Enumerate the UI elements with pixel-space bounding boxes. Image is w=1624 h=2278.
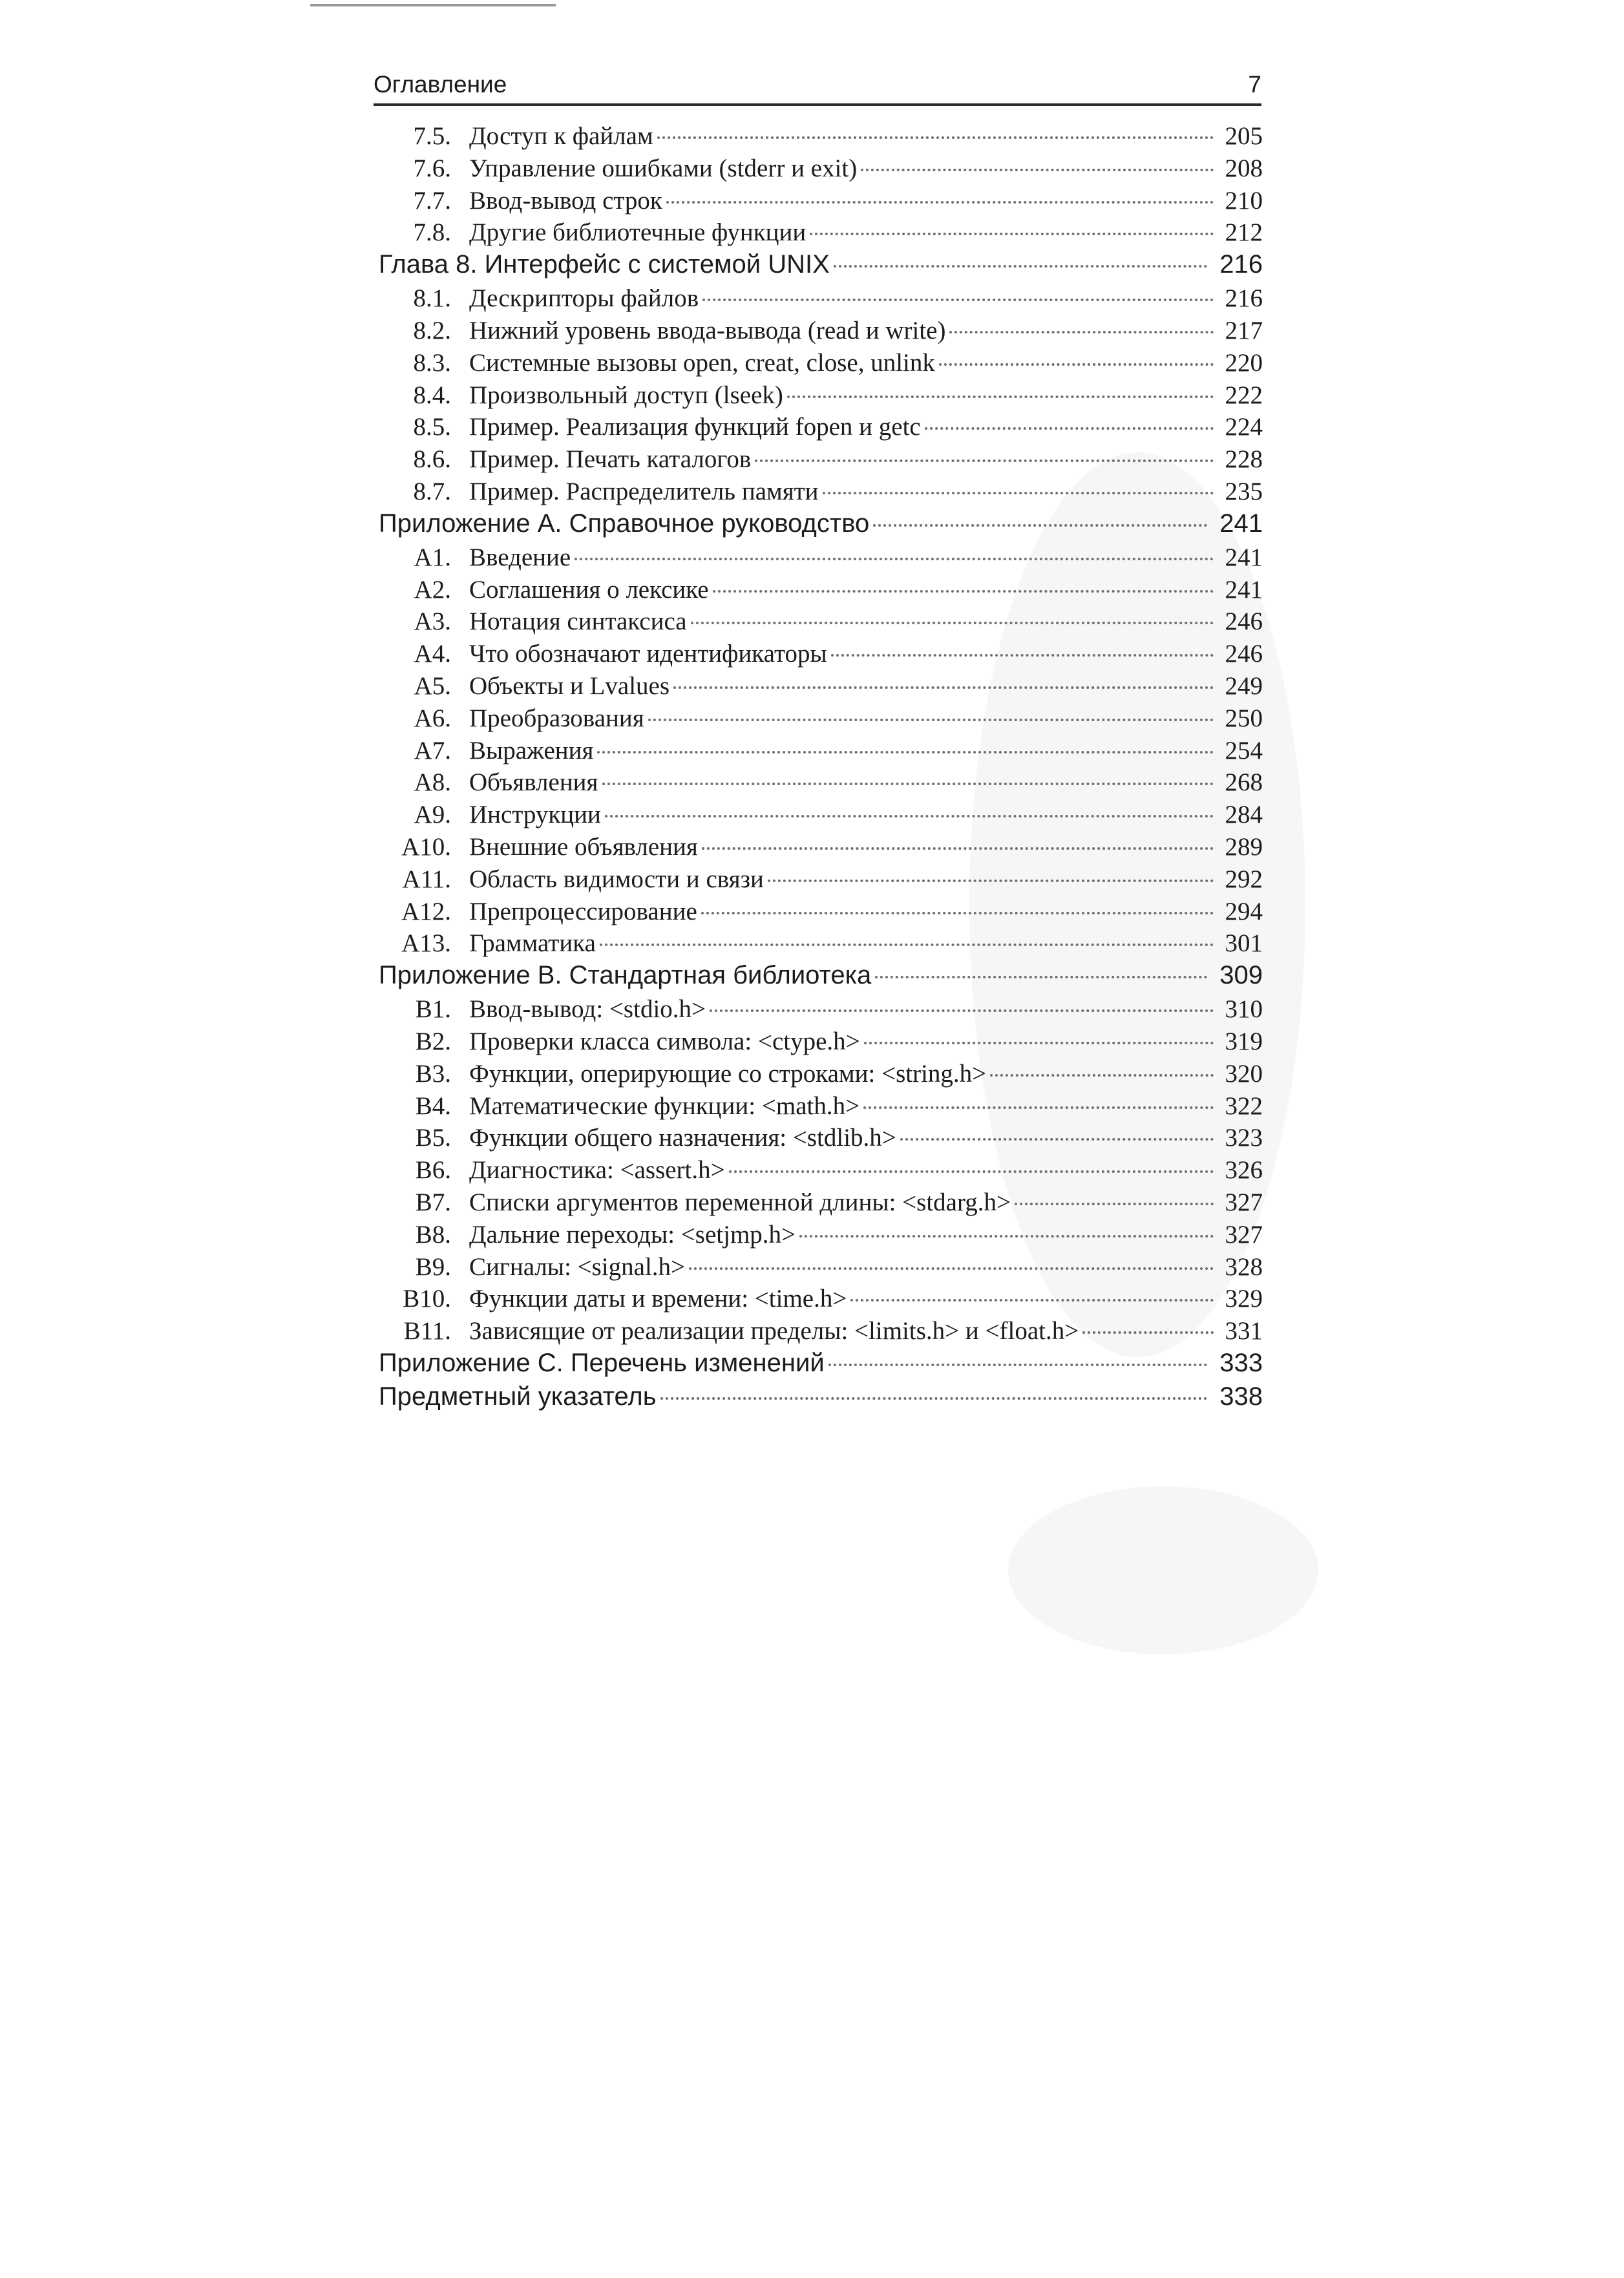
dot-leader bbox=[949, 331, 1214, 333]
dot-leader bbox=[597, 751, 1214, 754]
toc-section-row bbox=[374, 995, 1265, 1027]
dot-leader bbox=[925, 427, 1214, 430]
toc-page-number: 333 bbox=[1219, 1348, 1263, 1377]
toc-entry-title: Нижний уровень ввода-вывода (read и write) bbox=[469, 316, 946, 344]
dot-leader bbox=[713, 590, 1214, 593]
toc-page-number: 212 bbox=[1225, 218, 1263, 247]
dot-leader bbox=[1015, 1203, 1214, 1205]
toc-entry-title: Область видимости и связи bbox=[469, 865, 764, 893]
toc-page-number: 329 bbox=[1225, 1285, 1263, 1313]
toc-entry-number: В3. bbox=[415, 1059, 451, 1088]
dot-leader bbox=[990, 1074, 1214, 1077]
toc-entry-number: 8.6. bbox=[413, 445, 451, 474]
dot-leader bbox=[755, 459, 1214, 462]
toc-entry-title: Грамматика bbox=[469, 929, 596, 958]
toc-page-number: 216 bbox=[1219, 250, 1263, 279]
dot-leader bbox=[861, 169, 1214, 171]
toc-page-number: 235 bbox=[1225, 477, 1263, 505]
dot-leader bbox=[864, 1042, 1214, 1044]
dot-leader bbox=[666, 201, 1214, 204]
toc-entry-number: 8.5. bbox=[413, 413, 451, 441]
toc-entry-number: А3. bbox=[414, 607, 451, 636]
toc-entry-title: Математические функции: <math.h> bbox=[469, 1092, 860, 1120]
dot-leader bbox=[575, 558, 1214, 560]
dot-leader bbox=[660, 1397, 1207, 1400]
dot-leader bbox=[600, 944, 1214, 946]
toc-section-row bbox=[374, 186, 1265, 218]
toc-section-row bbox=[374, 1252, 1265, 1285]
toc-section-row bbox=[374, 477, 1265, 509]
toc-section-row bbox=[374, 445, 1265, 477]
toc-entry-title: Введение bbox=[469, 543, 571, 571]
toc-entry-number: В10. bbox=[403, 1285, 451, 1313]
toc-page-number: 301 bbox=[1225, 929, 1263, 958]
toc-entry-title: Дескрипторы файлов bbox=[469, 284, 699, 313]
toc-section-row bbox=[374, 1284, 1265, 1316]
dot-leader bbox=[900, 1138, 1214, 1141]
toc-entry-title: Нотация синтаксиса bbox=[469, 607, 687, 636]
dot-leader bbox=[799, 1235, 1214, 1238]
toc-entry-number: 8.2. bbox=[413, 316, 451, 344]
toc-entry-number: В11. bbox=[403, 1317, 451, 1345]
toc-entry-title: Произвольный доступ (lseek) bbox=[469, 381, 783, 409]
toc-entry-title: Пример. Реализация функций fopen и getc bbox=[469, 413, 921, 441]
dot-leader bbox=[834, 265, 1207, 268]
toc-page-number: 220 bbox=[1225, 348, 1263, 377]
dot-leader bbox=[602, 783, 1214, 785]
dot-leader bbox=[657, 136, 1214, 139]
toc-entry-title: Глава 8. Интерфейс с системой UNIX bbox=[379, 250, 830, 279]
toc-page-number: 292 bbox=[1225, 865, 1263, 893]
toc-page-number: 294 bbox=[1225, 897, 1263, 925]
toc-entry-title: Объекты и Lvalues bbox=[469, 671, 670, 700]
toc-entry-number: В2. bbox=[415, 1027, 451, 1055]
running-header bbox=[374, 67, 1261, 106]
dot-leader bbox=[702, 847, 1214, 850]
toc-page-number: 327 bbox=[1225, 1220, 1263, 1249]
dot-leader bbox=[701, 912, 1214, 914]
toc-entry-title: Соглашения о лексике bbox=[469, 575, 709, 604]
toc-section-row bbox=[374, 121, 1265, 154]
toc-page-number: 338 bbox=[1219, 1382, 1263, 1411]
toc-section-row bbox=[374, 639, 1265, 671]
toc-section-row bbox=[374, 1123, 1265, 1155]
toc-entry-title: Препроцессирование bbox=[469, 897, 697, 925]
dot-leader bbox=[831, 654, 1214, 657]
toc-page-number: 216 bbox=[1225, 284, 1263, 313]
toc-section-row bbox=[374, 1155, 1265, 1188]
toc-page-number: 241 bbox=[1225, 575, 1263, 604]
toc-entry-title: Что обозначают идентификаторы bbox=[469, 640, 827, 668]
toc-section-row bbox=[374, 412, 1265, 445]
dot-leader bbox=[689, 1267, 1214, 1270]
toc-entry-number: А13. bbox=[401, 929, 451, 958]
toc-section-row bbox=[374, 736, 1265, 768]
toc-entry-number: А9. bbox=[414, 801, 451, 829]
toc-entry-number: В4. bbox=[415, 1092, 451, 1120]
dot-leader bbox=[1082, 1331, 1214, 1334]
toc-entry-number: 7.8. bbox=[413, 218, 451, 247]
toc-entry-title: Управление ошибками (stderr и exit) bbox=[469, 154, 858, 182]
toc-page-number: 222 bbox=[1225, 381, 1263, 409]
dot-leader bbox=[823, 492, 1214, 494]
toc-page-number: 326 bbox=[1225, 1156, 1263, 1185]
toc-entry-number: В1. bbox=[415, 995, 451, 1024]
toc-entry-title: Дальние переходы: <setjmp.h> bbox=[469, 1220, 796, 1249]
dot-leader bbox=[673, 686, 1214, 689]
toc-page-number: 208 bbox=[1225, 154, 1263, 182]
toc-entry-number: 7.6. bbox=[413, 154, 451, 182]
toc-section-row bbox=[374, 800, 1265, 832]
toc-entry-title: Объявления bbox=[469, 768, 598, 797]
bleed-through-smudge bbox=[1008, 1486, 1318, 1654]
toc-entry-number: В8. bbox=[415, 1220, 451, 1249]
dot-leader bbox=[702, 299, 1214, 301]
toc-page-number: 205 bbox=[1225, 122, 1263, 150]
toc-entry-title: Ввод-вывод: <stdio.h> bbox=[469, 995, 706, 1024]
toc-page-number: 224 bbox=[1225, 413, 1263, 441]
toc-page-number: 250 bbox=[1225, 704, 1263, 732]
toc-page-number: 241 bbox=[1219, 509, 1263, 538]
toc-section-row bbox=[374, 154, 1265, 186]
toc-entry-title: Приложение С. Перечень изменений bbox=[379, 1348, 825, 1377]
dot-leader bbox=[691, 622, 1214, 624]
toc-page-number: 289 bbox=[1225, 832, 1263, 861]
header-page-number: 7 bbox=[1248, 71, 1261, 98]
toc-entry-number: 8.4. bbox=[413, 381, 451, 409]
toc-entry-title: Функции даты и времени: <time.h> bbox=[469, 1285, 847, 1313]
dot-leader bbox=[787, 395, 1214, 398]
toc-entry-title: Преобразования bbox=[469, 704, 644, 732]
toc-section-row bbox=[374, 543, 1265, 575]
toc-entry-title: Сигналы: <signal.h> bbox=[469, 1252, 686, 1281]
toc-section-row bbox=[374, 1027, 1265, 1059]
dot-leader bbox=[863, 1106, 1214, 1109]
dot-leader bbox=[875, 976, 1207, 978]
toc-entry-title: Функции, оперирующие со строками: <string.h> bbox=[469, 1059, 987, 1088]
header-title: Оглавление bbox=[374, 71, 507, 98]
toc-section-row bbox=[374, 671, 1265, 704]
toc-section-row bbox=[374, 381, 1265, 413]
toc-entry-number: А4. bbox=[414, 640, 451, 668]
toc-entry-title: Инструкции bbox=[469, 801, 601, 829]
toc-entry-number: А10. bbox=[401, 832, 451, 861]
toc-entry-number: В7. bbox=[415, 1188, 451, 1216]
toc-page-number: 210 bbox=[1225, 186, 1263, 215]
toc-page-number: 319 bbox=[1225, 1027, 1263, 1055]
toc-chapter-row bbox=[374, 1382, 1265, 1416]
toc-section-row bbox=[374, 929, 1265, 961]
toc-entry-number: А6. bbox=[414, 704, 451, 732]
toc-page-number: 310 bbox=[1225, 995, 1263, 1024]
dot-leader bbox=[850, 1299, 1214, 1302]
toc-entry-number: 7.5. bbox=[413, 122, 451, 150]
toc-page-number: 320 bbox=[1225, 1059, 1263, 1088]
dot-leader bbox=[828, 1364, 1207, 1366]
dot-leader bbox=[729, 1170, 1214, 1173]
toc-page-number: 254 bbox=[1225, 736, 1263, 765]
toc-section-row bbox=[374, 316, 1265, 348]
toc-section-row bbox=[374, 284, 1265, 316]
dot-leader bbox=[873, 524, 1207, 527]
scan-edge-line bbox=[310, 4, 556, 6]
toc-section-row bbox=[374, 704, 1265, 736]
dot-leader bbox=[648, 719, 1214, 721]
toc-section-row bbox=[374, 1092, 1265, 1124]
toc-entry-number: А5. bbox=[414, 671, 451, 700]
toc-page-number: 284 bbox=[1225, 801, 1263, 829]
toc-entry-number: А7. bbox=[414, 736, 451, 765]
toc-page-number: 246 bbox=[1225, 607, 1263, 636]
toc-entry-title: Приложение В. Стандартная библиотека bbox=[379, 961, 872, 990]
toc-entry-title: Пример. Печать каталогов bbox=[469, 445, 752, 474]
toc-entry-number: В5. bbox=[415, 1124, 451, 1152]
toc-section-row bbox=[374, 607, 1265, 639]
toc-entry-number: 8.1. bbox=[413, 284, 451, 313]
toc-section-row bbox=[374, 1188, 1265, 1220]
toc-chapter-row bbox=[374, 250, 1265, 284]
toc-entry-title: Пример. Распределитель памяти bbox=[469, 477, 819, 505]
toc-page-number: 268 bbox=[1225, 768, 1263, 797]
toc-page-number: 322 bbox=[1225, 1092, 1263, 1120]
toc-section-row bbox=[374, 897, 1265, 929]
toc-section-row bbox=[374, 1220, 1265, 1252]
toc-chapter-row bbox=[374, 961, 1265, 995]
toc-entry-title: Другие библиотечные функции bbox=[469, 218, 807, 247]
toc-page-number: 323 bbox=[1225, 1124, 1263, 1152]
toc-section-row bbox=[374, 768, 1265, 800]
toc-entry-number: А12. bbox=[401, 897, 451, 925]
toc-page-number: 328 bbox=[1225, 1252, 1263, 1281]
toc-page-number: 241 bbox=[1225, 543, 1263, 571]
dot-leader bbox=[810, 233, 1214, 235]
toc-entry-number: А11. bbox=[402, 865, 451, 893]
toc-entry-title: Системные вызовы open, creat, close, unlink bbox=[469, 348, 935, 377]
toc-entry-number: А8. bbox=[414, 768, 451, 797]
toc-section-row bbox=[374, 1316, 1265, 1349]
toc-chapter-row bbox=[374, 1349, 1265, 1382]
table-of-contents bbox=[374, 121, 1265, 1416]
toc-page-number: 246 bbox=[1225, 640, 1263, 668]
toc-page-number: 327 bbox=[1225, 1188, 1263, 1216]
toc-chapter-row bbox=[374, 509, 1265, 543]
toc-entry-number: 8.3. bbox=[413, 348, 451, 377]
toc-section-row bbox=[374, 832, 1265, 865]
toc-entry-title: Приложение А. Справочное руководство bbox=[379, 509, 870, 538]
toc-entry-title: Выражения bbox=[469, 736, 594, 765]
toc-entry-number: В9. bbox=[415, 1252, 451, 1281]
toc-entry-title: Зависящие от реализации пределы: <limits.h> и <float.h> bbox=[469, 1317, 1079, 1345]
toc-entry-title: Проверки класса символа: <ctype.h> bbox=[469, 1027, 860, 1055]
toc-section-row bbox=[374, 348, 1265, 381]
toc-entry-number: 7.7. bbox=[413, 186, 451, 215]
toc-section-row bbox=[374, 865, 1265, 897]
dot-leader bbox=[939, 363, 1214, 366]
dot-leader bbox=[768, 880, 1214, 882]
toc-entry-number: 8.7. bbox=[413, 477, 451, 505]
toc-entry-number: А1. bbox=[414, 543, 451, 571]
toc-page-number: 309 bbox=[1219, 961, 1263, 990]
toc-entry-number: В6. bbox=[415, 1156, 451, 1185]
toc-entry-title: Списки аргументов переменной длины: <stdarg.h> bbox=[469, 1188, 1011, 1216]
toc-section-row bbox=[374, 1059, 1265, 1092]
toc-entry-number: А2. bbox=[414, 575, 451, 604]
toc-section-row bbox=[374, 575, 1265, 607]
toc-page-number: 331 bbox=[1225, 1317, 1263, 1345]
toc-page-number: 249 bbox=[1225, 671, 1263, 700]
toc-page-number: 228 bbox=[1225, 445, 1263, 474]
toc-entry-title: Внешние объявления bbox=[469, 832, 698, 861]
toc-section-row bbox=[374, 218, 1265, 250]
toc-entry-title: Функции общего назначения: <stdlib.h> bbox=[469, 1124, 896, 1152]
toc-entry-title: Ввод-вывод строк bbox=[469, 186, 662, 215]
dot-leader bbox=[605, 815, 1214, 817]
toc-entry-title: Диагностика: <assert.h> bbox=[469, 1156, 725, 1185]
dot-leader bbox=[710, 1009, 1214, 1012]
toc-entry-title: Предметный указатель bbox=[379, 1382, 657, 1411]
toc-entry-title: Доступ к файлам bbox=[469, 122, 653, 150]
toc-page-number: 217 bbox=[1225, 316, 1263, 344]
